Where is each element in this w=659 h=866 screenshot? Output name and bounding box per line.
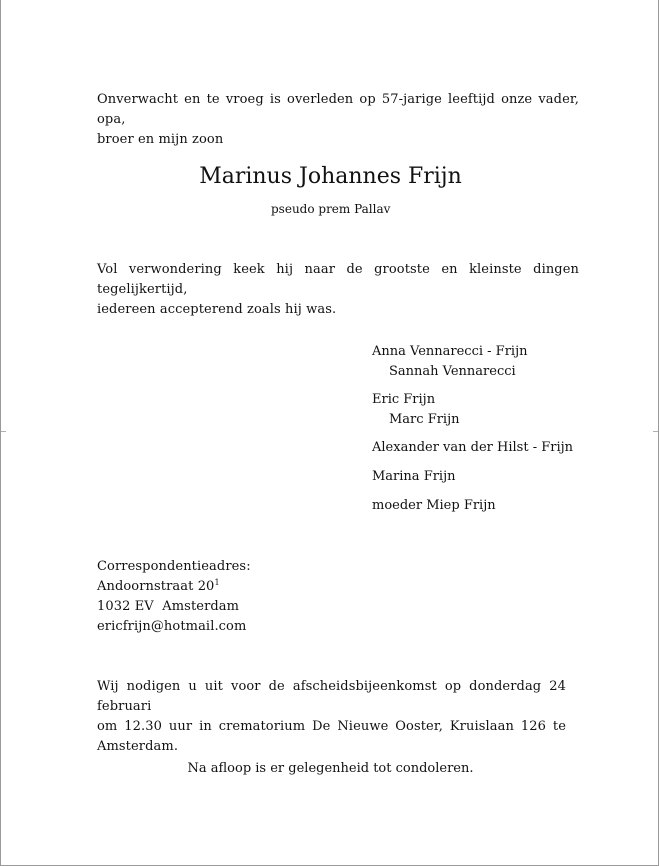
family-member: moeder Miep Frijn — [372, 498, 496, 513]
intro-paragraph — [97, 90, 579, 150]
intro-line-2: broer en mijn zoon — [97, 132, 224, 147]
invitation-paragraph — [97, 677, 566, 757]
quote-line-2: iedereen accepterend zoals hij was. — [97, 302, 337, 317]
correspondence-email: ericfrijn@hotmail.com — [97, 619, 247, 634]
family-member: Alexander van der Hilst - Frijn — [372, 440, 574, 455]
invitation-line-3: Amsterdam. — [97, 739, 179, 754]
invitation-line-2: om 12.30 uur in crematorium De Nieuwe Ooster, Kruislaan 126 te — [97, 719, 566, 734]
family-member: Anna Vennarecci - Frijn — [372, 344, 528, 359]
family-member: Marina Frijn — [372, 469, 456, 484]
family-group-1 — [372, 342, 573, 382]
correspondence-address — [97, 557, 251, 637]
correspondence-city: 1032 EV Amsterdam — [97, 599, 240, 614]
family-group-2 — [372, 390, 573, 430]
invitation-line-1: Wij nodigen u uit voor de afscheidsbijeenkomst op donderdag 24 februari — [97, 679, 566, 714]
deceased-pseudonym: pseudo prem Pallav — [271, 202, 391, 216]
intro-line-1: Onverwacht en te vroeg is overleden op 57-jarige leeftijd onze vader, opa, — [97, 92, 579, 127]
page-edge-mark-right — [653, 431, 658, 432]
deceased-name: Marinus Johannes Frijn — [199, 164, 462, 189]
quote-paragraph — [97, 260, 579, 320]
closing-note: Na afloop is er gelegenheid tot condoleren. — [187, 761, 474, 776]
page-edge-mark-left — [1, 431, 6, 432]
family-list — [372, 342, 573, 516]
street-text: Andoornstraat 20 — [97, 579, 215, 594]
family-member: Marc Frijn — [389, 412, 460, 427]
family-member: Sannah Vennarecci — [389, 364, 516, 379]
quote-line-1: Vol verwondering keek hij naar de grootste en kleinste dingen tegelijkertijd, — [97, 262, 579, 297]
correspondence-street — [97, 577, 251, 597]
family-member: Eric Frijn — [372, 392, 436, 407]
street-superscript: 1 — [214, 578, 220, 587]
correspondence-label: Correspondentieadres: — [97, 559, 251, 574]
